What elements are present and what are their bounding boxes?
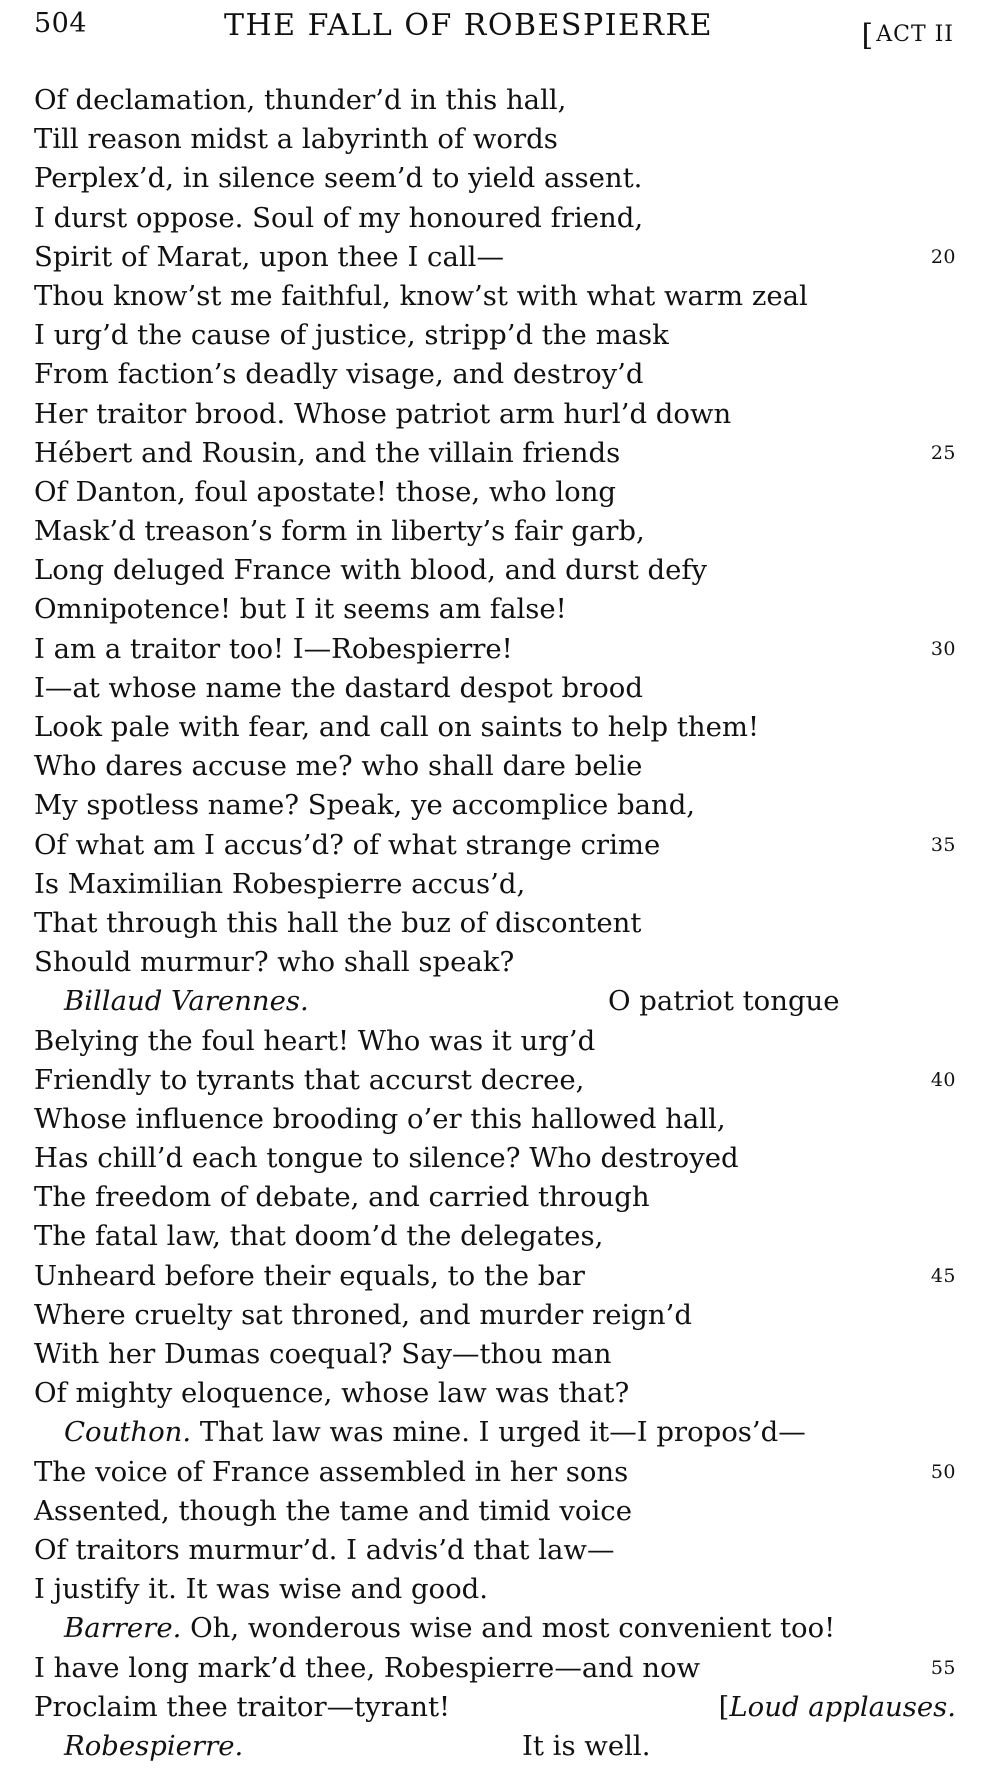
verse-line <box>34 159 956 198</box>
line-text: My spotless name? Speak, ye accomplice band, <box>34 789 696 822</box>
line-text: It is well. <box>522 1729 651 1762</box>
verse-line <box>34 747 956 786</box>
verse-line <box>34 551 956 590</box>
verse-line <box>34 1139 956 1178</box>
verse-line <box>34 669 956 708</box>
line-text: Friendly to tyrants that accurst decree, <box>34 1063 585 1096</box>
verse-line <box>34 1531 956 1570</box>
line-text: Belying the foul heart! Who was it urg’d <box>34 1024 596 1057</box>
line-text: Is Maximilian Robespierre accus’d, <box>34 867 526 900</box>
line-number: 20 <box>930 245 956 268</box>
line-text: From faction’s deadly visage, and destroy’d <box>34 358 644 391</box>
speaker-name: Billaud Varennes. <box>64 985 309 1018</box>
verse-line <box>34 1335 956 1374</box>
verse-line <box>34 355 956 394</box>
line-text: That law was mine. I urged it—I propos’d— <box>199 1416 806 1449</box>
line-text: I justify it. It was wise and good. <box>34 1573 489 1606</box>
verse-line <box>34 1100 956 1139</box>
speech-line-barrere <box>34 1609 956 1648</box>
verse-line <box>34 786 956 825</box>
line-text: Proclaim thee traitor—tyrant! <box>34 1690 451 1723</box>
line-text: The voice of France assembled in her sons <box>34 1455 629 1488</box>
verse-line <box>34 238 956 277</box>
act-label <box>861 14 955 53</box>
line-number: 30 <box>930 637 956 660</box>
running-title: THE FALL OF ROBESPIERRE <box>224 8 713 43</box>
stage-direction <box>719 1688 956 1727</box>
speaker-name-text: Couthon. <box>64 1416 192 1449</box>
speaker-name <box>34 1416 191 1448</box>
verse-line <box>34 395 956 434</box>
line-text: Oh, wonderous wise and most convenient too! <box>190 1612 836 1645</box>
verse-line <box>34 1178 956 1217</box>
line-text: Of mighty eloquence, whose law was that? <box>34 1377 630 1410</box>
line-text: That through this hall the buz of discontent <box>34 906 642 939</box>
verse-line <box>34 708 956 747</box>
line-text: Long deluged France with blood, and durst defy <box>34 554 708 587</box>
line-text: Thou know’st me faithful, know’st with what warm zeal <box>34 279 808 312</box>
line-text: Of what am I accus’d? of what strange crime <box>34 828 661 861</box>
verse-line <box>34 1022 956 1061</box>
verse-line <box>34 865 956 904</box>
line-text: The freedom of debate, and carried through <box>34 1181 650 1214</box>
verse-line <box>34 630 956 669</box>
act-text: ACT II <box>876 22 954 47</box>
line-text: Till reason midst a labyrinth of words <box>34 123 558 156</box>
line-text: Mask’d treason’s form in liberty’s fair garb, <box>34 515 645 548</box>
page-number: 504 <box>34 8 88 39</box>
bracket-glyph: [ <box>718 1690 730 1723</box>
line-text: Who dares accuse me? who shall dare belie <box>34 750 643 783</box>
verse-line <box>34 943 956 982</box>
line-text: Her traitor brood. Whose patriot arm hurl’d down <box>34 397 732 430</box>
line-text: Of traitors murmur’d. I advis’d that law— <box>34 1533 615 1566</box>
line-text: Assented, though the tame and timid voice <box>34 1494 632 1527</box>
verse-line <box>34 1649 956 1688</box>
line-text: Has chill’d each tongue to silence? Who destroyed <box>34 1142 739 1175</box>
verse-line <box>34 81 956 120</box>
verse-line <box>34 1374 956 1413</box>
speaker-name: Robespierre. <box>64 1729 244 1762</box>
verse-line <box>34 1453 956 1492</box>
line-number: 25 <box>930 441 956 464</box>
line-number: 45 <box>930 1264 956 1287</box>
line-text: With her Dumas coequal? Say—thou man <box>34 1338 612 1370</box>
line-text: I am a traitor too! I—Robespierre! <box>34 632 513 665</box>
line-number: 35 <box>930 833 956 856</box>
verse-line <box>34 1217 956 1256</box>
verse-line <box>34 316 956 355</box>
verse-line <box>34 590 956 629</box>
verse-line <box>34 277 956 316</box>
verse-line <box>34 1570 956 1609</box>
line-text: The fatal law, that doom’d the delegates, <box>34 1220 604 1253</box>
verse-line <box>34 1061 956 1100</box>
line-text: Should murmur? who shall speak? <box>34 946 515 979</box>
line-text: I durst oppose. Soul of my honoured friend, <box>34 201 644 234</box>
verse-line <box>34 904 956 943</box>
line-text: Hébert and Rousin, and the villain friends <box>34 436 621 469</box>
line-text: Look pale with fear, and call on saints to help them! <box>34 711 760 743</box>
verse-body <box>34 81 956 1766</box>
verse-line <box>34 826 956 865</box>
verse-line <box>34 120 956 159</box>
line-text: Where cruelty sat throned, and murder reign’d <box>34 1298 692 1331</box>
line-text: Perplex’d, in silence seem’d to yield assent. <box>34 162 643 195</box>
line-number: 40 <box>930 1068 956 1091</box>
speech-line-billaud <box>34 982 956 1021</box>
speaker-name-text: Barrere. <box>64 1612 182 1645</box>
line-number: 50 <box>930 1460 956 1483</box>
verse-line <box>34 1257 956 1296</box>
line-text: I—at whose name the dastard despot brood <box>34 671 643 704</box>
verse-line <box>34 199 956 238</box>
line-text: Spirit of Marat, upon thee I call— <box>34 240 504 273</box>
line-text: I have long mark’d thee, Robespierre—and now <box>34 1651 701 1684</box>
line-text: Of Danton, foul apostate! those, who long <box>34 475 617 508</box>
speech-line-robespierre <box>34 1727 956 1766</box>
line-text: O patriot tongue <box>608 985 840 1018</box>
speech-line-couthon <box>34 1413 956 1452</box>
line-text: Of declamation, thunder’d in this hall, <box>34 84 567 116</box>
verse-line <box>34 473 956 512</box>
stage-direction-text: Loud applauses. <box>729 1690 956 1723</box>
verse-line-proclaim <box>34 1688 956 1727</box>
speaker-name <box>34 1612 181 1644</box>
verse-line <box>34 1492 956 1531</box>
line-text: Omnipotence! but I it seems am false! <box>34 593 567 626</box>
verse-line <box>34 1296 956 1335</box>
line-text: Unheard before their equals, to the bar <box>34 1259 585 1292</box>
bracket-glyph: [ <box>861 18 875 53</box>
line-number: 55 <box>930 1656 956 1679</box>
line-text: I urg’d the cause of justice, stripp’d the mask <box>34 319 669 352</box>
verse-line <box>34 434 956 473</box>
verse-line <box>34 512 956 551</box>
line-text: Whose influence brooding o’er this hallowed hall, <box>34 1102 726 1135</box>
running-header <box>34 8 954 58</box>
